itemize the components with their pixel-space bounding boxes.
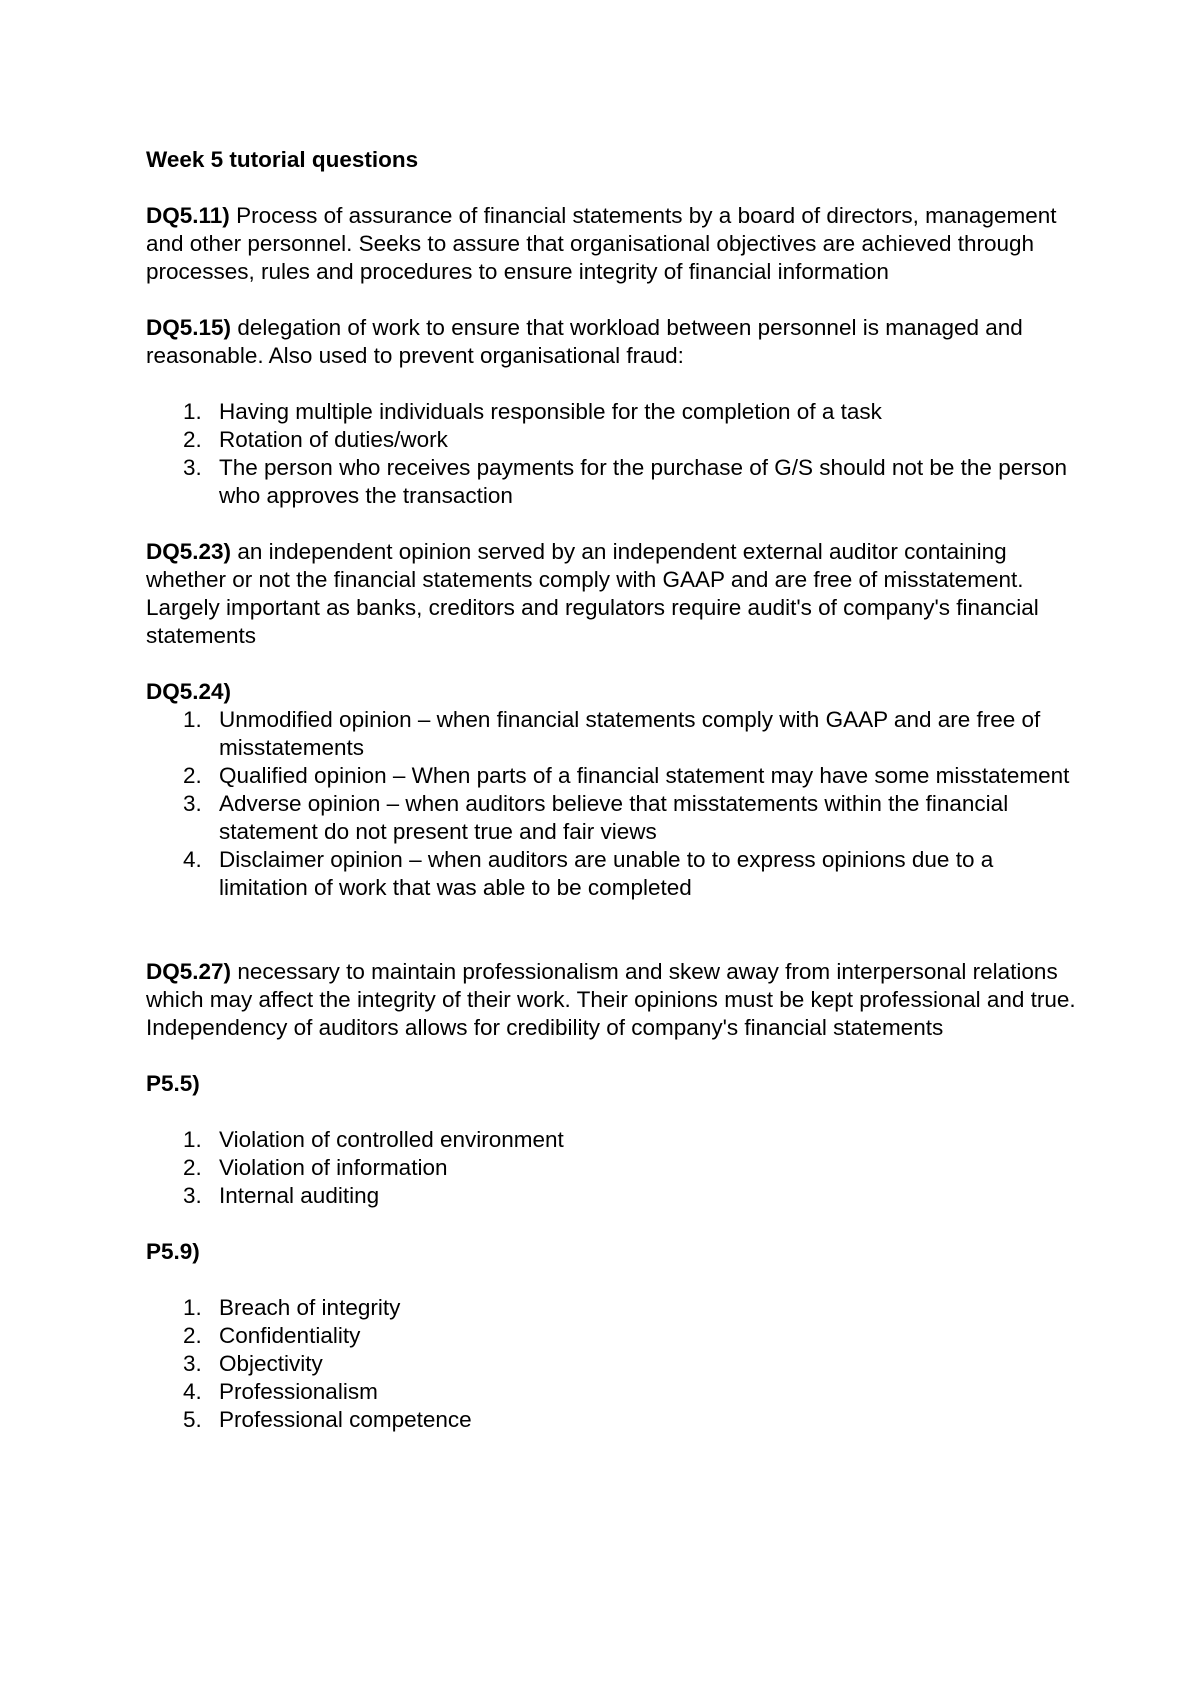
- section-text: an independent opinion served by an independent external auditor containing whether or not the financial statements comply with GAAP and are free of misstatement. Largely important as banks, creditors and regulators require audit's of company's financial statements: [146, 539, 1039, 648]
- section-dq5-11: [146, 202, 1076, 286]
- spacer: [146, 930, 1076, 958]
- list-item: 3. Internal auditing: [183, 1183, 380, 1208]
- section-dq5-24: DQ5.24): [146, 679, 232, 704]
- section-text: Process of assurance of financial statements by a board of directors, management and other personnel. Seeks to assure that organisational objectives are achieved through processes, rules and procedures to ensure integrity of financial information: [146, 203, 1057, 284]
- section-text: necessary to maintain professionalism and skew away from interpersonal relations which may affect the integrity of their work. Their opinions must be kept professional and true. Independency of auditors allows for credibility of company's financial statements: [146, 959, 1076, 1040]
- section-dq5-15: [146, 314, 1076, 370]
- section-label: DQ5.15): [146, 315, 232, 340]
- list-item: 2. Rotation of duties/work: [183, 427, 448, 452]
- list-item: 4. Professionalism: [183, 1379, 378, 1404]
- list-item: 3. Objectivity: [183, 1351, 323, 1376]
- document-title: Week 5 tutorial questions: [146, 147, 419, 172]
- section-dq5-27: [146, 958, 1076, 1042]
- section-dq5-23: [146, 538, 1076, 650]
- list-item: 2. Violation of information: [183, 1155, 448, 1180]
- list-item: 2. Qualified opinion – When parts of a financial statement may have some misstatement: [183, 763, 1070, 788]
- section-p5-9: P5.9): [146, 1239, 200, 1264]
- list-item: 1. Unmodified opinion – when financial statements comply with GAAP and are free of misstatements: [183, 707, 1041, 760]
- list-item: 1. Having multiple individuals responsible for the completion of a task: [183, 399, 882, 424]
- dq5-24-list: [146, 706, 1076, 902]
- section-label: DQ5.23): [146, 539, 232, 564]
- list-item: 2. Confidentiality: [183, 1323, 361, 1348]
- list-item: 4. Disclaimer opinion – when auditors are unable to to express opinions due to a limitation of work that was able to be completed: [183, 847, 994, 900]
- section-p5-5: P5.5): [146, 1071, 200, 1096]
- section-label: DQ5.27): [146, 959, 232, 984]
- list-item: 1. Breach of integrity: [183, 1295, 401, 1320]
- list-item: 3. The person who receives payments for the purchase of G/S should not be the person who approves the transaction: [183, 455, 1067, 508]
- document-body: [146, 146, 1076, 1462]
- p5-9-list: [146, 1294, 1076, 1434]
- section-text: delegation of work to ensure that workload between personnel is managed and reasonable. Also used to prevent organisational fraud:: [146, 315, 1023, 368]
- list-item: 5. Professional competence: [183, 1407, 472, 1432]
- p5-5-list: [146, 1126, 1076, 1210]
- section-label: DQ5.11): [146, 203, 230, 228]
- list-item: 1. Violation of controlled environment: [183, 1127, 564, 1152]
- list-item: 3. Adverse opinion – when auditors believe that misstatements within the financial statement do not present true and fair views: [183, 791, 1009, 844]
- dq5-15-list: [146, 398, 1076, 510]
